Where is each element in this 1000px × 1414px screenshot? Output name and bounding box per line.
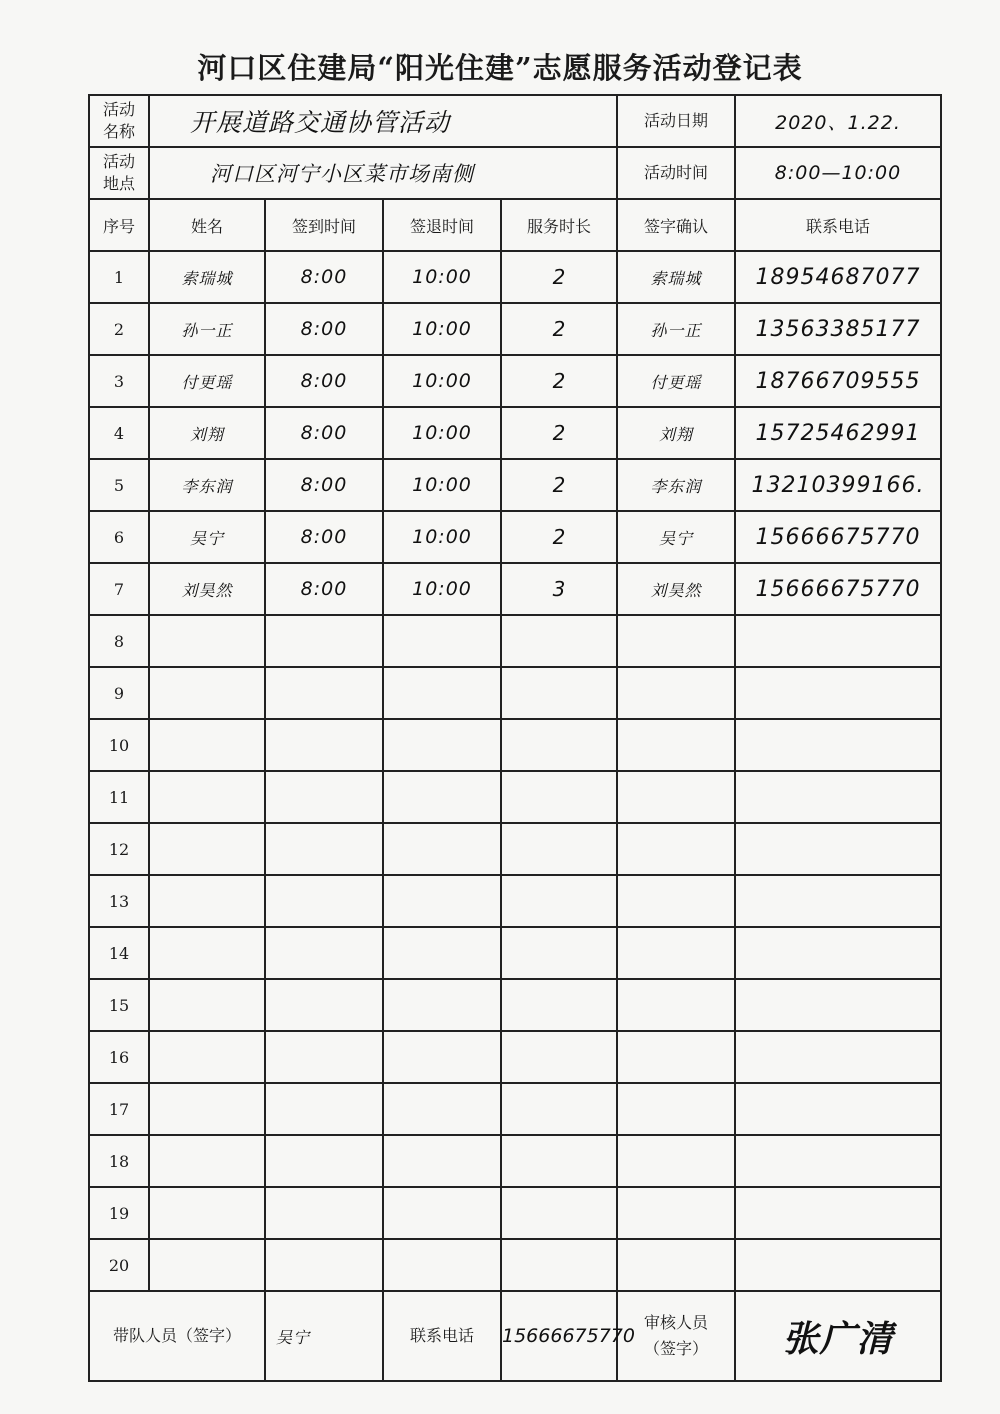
contact-phone[interactable]: 18954687077 xyxy=(735,251,941,303)
sign-out-time[interactable] xyxy=(383,927,501,979)
signature-confirm[interactable] xyxy=(617,1239,735,1291)
table-row xyxy=(89,355,941,407)
sign-out-time[interactable] xyxy=(383,1187,501,1239)
contact-phone[interactable] xyxy=(735,1083,941,1135)
contact-phone[interactable]: 15666675770 xyxy=(735,511,941,563)
contact-phone[interactable] xyxy=(735,979,941,1031)
service-hours[interactable]: 2 xyxy=(501,511,617,563)
sign-out-time[interactable]: 10:00 xyxy=(383,355,501,407)
table-row xyxy=(89,1135,941,1187)
service-hours[interactable]: 2 xyxy=(501,355,617,407)
sign-in-time[interactable] xyxy=(265,719,383,771)
sign-in-time[interactable] xyxy=(265,979,383,1031)
table-row xyxy=(89,927,941,979)
signature-confirm[interactable]: 刘翔 xyxy=(617,407,735,459)
service-hours[interactable] xyxy=(501,875,617,927)
row-number: 19 xyxy=(89,1187,149,1239)
sign-in-time[interactable] xyxy=(265,1083,383,1135)
service-hours[interactable]: 2 xyxy=(501,303,617,355)
contact-phone[interactable]: 18766709555 xyxy=(735,355,941,407)
contact-phone[interactable] xyxy=(735,927,941,979)
leader-phone-label: 联系电话 xyxy=(383,1291,501,1381)
volunteer-name[interactable]: 孙一正 xyxy=(149,303,265,355)
sign-out-time[interactable] xyxy=(383,771,501,823)
table-row xyxy=(89,563,941,615)
volunteer-name[interactable] xyxy=(149,719,265,771)
sign-in-time[interactable] xyxy=(265,823,383,875)
table-row xyxy=(89,771,941,823)
leader-phone-value[interactable]: 15666675770 xyxy=(501,1291,617,1381)
activity-name-value[interactable]: 开展道路交通协管活动 xyxy=(149,95,617,147)
sign-in-time[interactable]: 8:00 xyxy=(265,251,383,303)
service-hours[interactable]: 2 xyxy=(501,407,617,459)
sign-in-time[interactable]: 8:00 xyxy=(265,355,383,407)
sign-in-time[interactable]: 8:00 xyxy=(265,459,383,511)
signature-confirm[interactable] xyxy=(617,615,735,667)
activity-place-value[interactable]: 河口区河宁小区菜市场南侧 xyxy=(149,147,617,199)
table-row xyxy=(89,1031,941,1083)
signature-confirm[interactable] xyxy=(617,927,735,979)
row-number: 11 xyxy=(89,771,149,823)
volunteer-name[interactable] xyxy=(149,823,265,875)
signature-confirm[interactable] xyxy=(617,719,735,771)
volunteer-name[interactable] xyxy=(149,1031,265,1083)
column-header: 联系电话 xyxy=(735,199,941,251)
sign-out-time[interactable]: 10:00 xyxy=(383,303,501,355)
registration-table xyxy=(88,94,942,1382)
service-hours[interactable]: 2 xyxy=(501,251,617,303)
table-row xyxy=(89,615,941,667)
sign-out-time[interactable]: 10:00 xyxy=(383,459,501,511)
reviewer-signature[interactable]: 张广清 xyxy=(735,1291,941,1381)
contact-phone[interactable] xyxy=(735,875,941,927)
sign-in-time[interactable] xyxy=(265,667,383,719)
sign-out-time[interactable]: 10:00 xyxy=(383,511,501,563)
signature-confirm[interactable]: 索瑞城 xyxy=(617,251,735,303)
sign-out-time[interactable]: 10:00 xyxy=(383,563,501,615)
service-hours[interactable] xyxy=(501,1135,617,1187)
row-number: 1 xyxy=(89,251,149,303)
row-number: 9 xyxy=(89,667,149,719)
signature-confirm[interactable] xyxy=(617,875,735,927)
volunteer-name[interactable] xyxy=(149,1187,265,1239)
contact-phone[interactable] xyxy=(735,823,941,875)
row-number: 8 xyxy=(89,615,149,667)
volunteer-name[interactable] xyxy=(149,667,265,719)
activity-place-label: 活动 地点 xyxy=(89,147,149,199)
sign-in-time[interactable] xyxy=(265,1031,383,1083)
service-hours[interactable] xyxy=(501,615,617,667)
signature-confirm[interactable] xyxy=(617,771,735,823)
volunteer-name[interactable] xyxy=(149,1239,265,1291)
column-header: 签退时间 xyxy=(383,199,501,251)
activity-time-label: 活动时间 xyxy=(617,147,735,199)
contact-phone[interactable] xyxy=(735,771,941,823)
contact-phone[interactable]: 15725462991 xyxy=(735,407,941,459)
sign-out-time[interactable] xyxy=(383,719,501,771)
contact-phone[interactable]: 13210399166. xyxy=(735,459,941,511)
row-number: 6 xyxy=(89,511,149,563)
row-number: 15 xyxy=(89,979,149,1031)
service-hours[interactable] xyxy=(501,927,617,979)
volunteer-name[interactable]: 吴宁 xyxy=(149,511,265,563)
activity-date-label: 活动日期 xyxy=(617,95,735,147)
form-title: 河口区住建局“阳光住建”志愿服务活动登记表 xyxy=(197,51,803,85)
volunteer-name[interactable]: 刘昊然 xyxy=(149,563,265,615)
column-header: 签字确认 xyxy=(617,199,735,251)
activity-name-row xyxy=(89,95,941,147)
footer-row xyxy=(89,1291,941,1381)
sign-in-time[interactable]: 8:00 xyxy=(265,511,383,563)
sign-out-time[interactable] xyxy=(383,875,501,927)
service-hours[interactable]: 2 xyxy=(501,459,617,511)
signature-confirm[interactable] xyxy=(617,1187,735,1239)
signature-confirm[interactable]: 刘昊然 xyxy=(617,563,735,615)
service-hours[interactable] xyxy=(501,1187,617,1239)
table-row xyxy=(89,979,941,1031)
signature-confirm[interactable] xyxy=(617,1135,735,1187)
activity-time-value[interactable]: 8:00—10:00 xyxy=(735,147,941,199)
sign-out-time[interactable]: 10:00 xyxy=(383,251,501,303)
sign-in-time[interactable] xyxy=(265,615,383,667)
volunteer-name[interactable] xyxy=(149,875,265,927)
sign-in-time[interactable] xyxy=(265,1239,383,1291)
signature-confirm[interactable] xyxy=(617,979,735,1031)
signature-confirm[interactable] xyxy=(617,1031,735,1083)
sign-out-time[interactable] xyxy=(383,615,501,667)
sign-out-time[interactable] xyxy=(383,1031,501,1083)
sign-out-time[interactable] xyxy=(383,1083,501,1135)
service-hours[interactable] xyxy=(501,1239,617,1291)
sign-in-time[interactable]: 8:00 xyxy=(265,563,383,615)
row-number: 18 xyxy=(89,1135,149,1187)
service-hours[interactable] xyxy=(501,979,617,1031)
contact-phone[interactable] xyxy=(735,615,941,667)
volunteer-name[interactable]: 索瑞城 xyxy=(149,251,265,303)
service-hours[interactable]: 3 xyxy=(501,563,617,615)
service-hours[interactable] xyxy=(501,1083,617,1135)
table-row xyxy=(89,823,941,875)
volunteer-name[interactable] xyxy=(149,979,265,1031)
leader-signature[interactable]: 吴宁 xyxy=(265,1291,383,1381)
table-row xyxy=(89,1083,941,1135)
sign-out-time[interactable] xyxy=(383,979,501,1031)
contact-phone[interactable]: 15666675770 xyxy=(735,563,941,615)
table-row xyxy=(89,667,941,719)
sign-in-time[interactable] xyxy=(265,1187,383,1239)
signature-confirm[interactable] xyxy=(617,667,735,719)
service-hours[interactable] xyxy=(501,1031,617,1083)
service-hours[interactable] xyxy=(501,667,617,719)
sign-out-time[interactable]: 10:00 xyxy=(383,407,501,459)
row-number: 12 xyxy=(89,823,149,875)
sign-in-time[interactable]: 8:00 xyxy=(265,407,383,459)
sign-out-time[interactable] xyxy=(383,823,501,875)
table-row xyxy=(89,511,941,563)
sign-in-time[interactable] xyxy=(265,771,383,823)
service-hours[interactable] xyxy=(501,719,617,771)
contact-phone[interactable] xyxy=(735,667,941,719)
table-row xyxy=(89,251,941,303)
row-number: 7 xyxy=(89,563,149,615)
sign-in-time[interactable] xyxy=(265,875,383,927)
contact-phone[interactable] xyxy=(735,1135,941,1187)
leader-label: 带队人员（签字） xyxy=(89,1291,265,1381)
table-row xyxy=(89,407,941,459)
contact-phone[interactable] xyxy=(735,1187,941,1239)
service-hours[interactable] xyxy=(501,771,617,823)
volunteer-name[interactable] xyxy=(149,771,265,823)
contact-phone[interactable]: 13563385177 xyxy=(735,303,941,355)
signature-confirm[interactable] xyxy=(617,823,735,875)
sign-in-time[interactable] xyxy=(265,1135,383,1187)
row-number: 20 xyxy=(89,1239,149,1291)
row-number: 17 xyxy=(89,1083,149,1135)
table-row xyxy=(89,459,941,511)
volunteer-name[interactable]: 李东润 xyxy=(149,459,265,511)
row-number: 13 xyxy=(89,875,149,927)
signature-confirm[interactable]: 孙一正 xyxy=(617,303,735,355)
row-number: 2 xyxy=(89,303,149,355)
sign-out-time[interactable] xyxy=(383,1135,501,1187)
service-hours[interactable] xyxy=(501,823,617,875)
column-header: 签到时间 xyxy=(265,199,383,251)
activity-date-value[interactable]: 2020、1.22. xyxy=(735,95,941,147)
signature-confirm[interactable]: 李东润 xyxy=(617,459,735,511)
table-row xyxy=(89,719,941,771)
row-number: 5 xyxy=(89,459,149,511)
table-row xyxy=(89,1239,941,1291)
activity-place-row xyxy=(89,147,941,199)
volunteer-name[interactable]: 付更瑶 xyxy=(149,355,265,407)
sign-out-time[interactable] xyxy=(383,1239,501,1291)
contact-phone[interactable] xyxy=(735,719,941,771)
signature-confirm[interactable]: 吴宁 xyxy=(617,511,735,563)
sign-in-time[interactable] xyxy=(265,927,383,979)
contact-phone[interactable] xyxy=(735,1031,941,1083)
table-row xyxy=(89,1187,941,1239)
row-number: 3 xyxy=(89,355,149,407)
reviewer-label: 审核人员 （签字） xyxy=(617,1291,735,1381)
sign-in-time[interactable]: 8:00 xyxy=(265,303,383,355)
row-number: 14 xyxy=(89,927,149,979)
volunteer-name[interactable] xyxy=(149,615,265,667)
volunteer-name[interactable] xyxy=(149,927,265,979)
signature-confirm[interactable] xyxy=(617,1083,735,1135)
table-row xyxy=(89,303,941,355)
row-number: 4 xyxy=(89,407,149,459)
volunteer-name[interactable] xyxy=(149,1083,265,1135)
volunteer-name[interactable] xyxy=(149,1135,265,1187)
contact-phone[interactable] xyxy=(735,1239,941,1291)
activity-name-label: 活动 名称 xyxy=(89,95,149,147)
sign-out-time[interactable] xyxy=(383,667,501,719)
table-row xyxy=(89,875,941,927)
row-number: 10 xyxy=(89,719,149,771)
column-header: 序号 xyxy=(89,199,149,251)
row-number: 16 xyxy=(89,1031,149,1083)
column-header: 姓名 xyxy=(149,199,265,251)
signature-confirm[interactable]: 付更瑶 xyxy=(617,355,735,407)
volunteer-name[interactable]: 刘翔 xyxy=(149,407,265,459)
column-header: 服务时长 xyxy=(501,199,617,251)
column-header-row xyxy=(89,199,941,251)
